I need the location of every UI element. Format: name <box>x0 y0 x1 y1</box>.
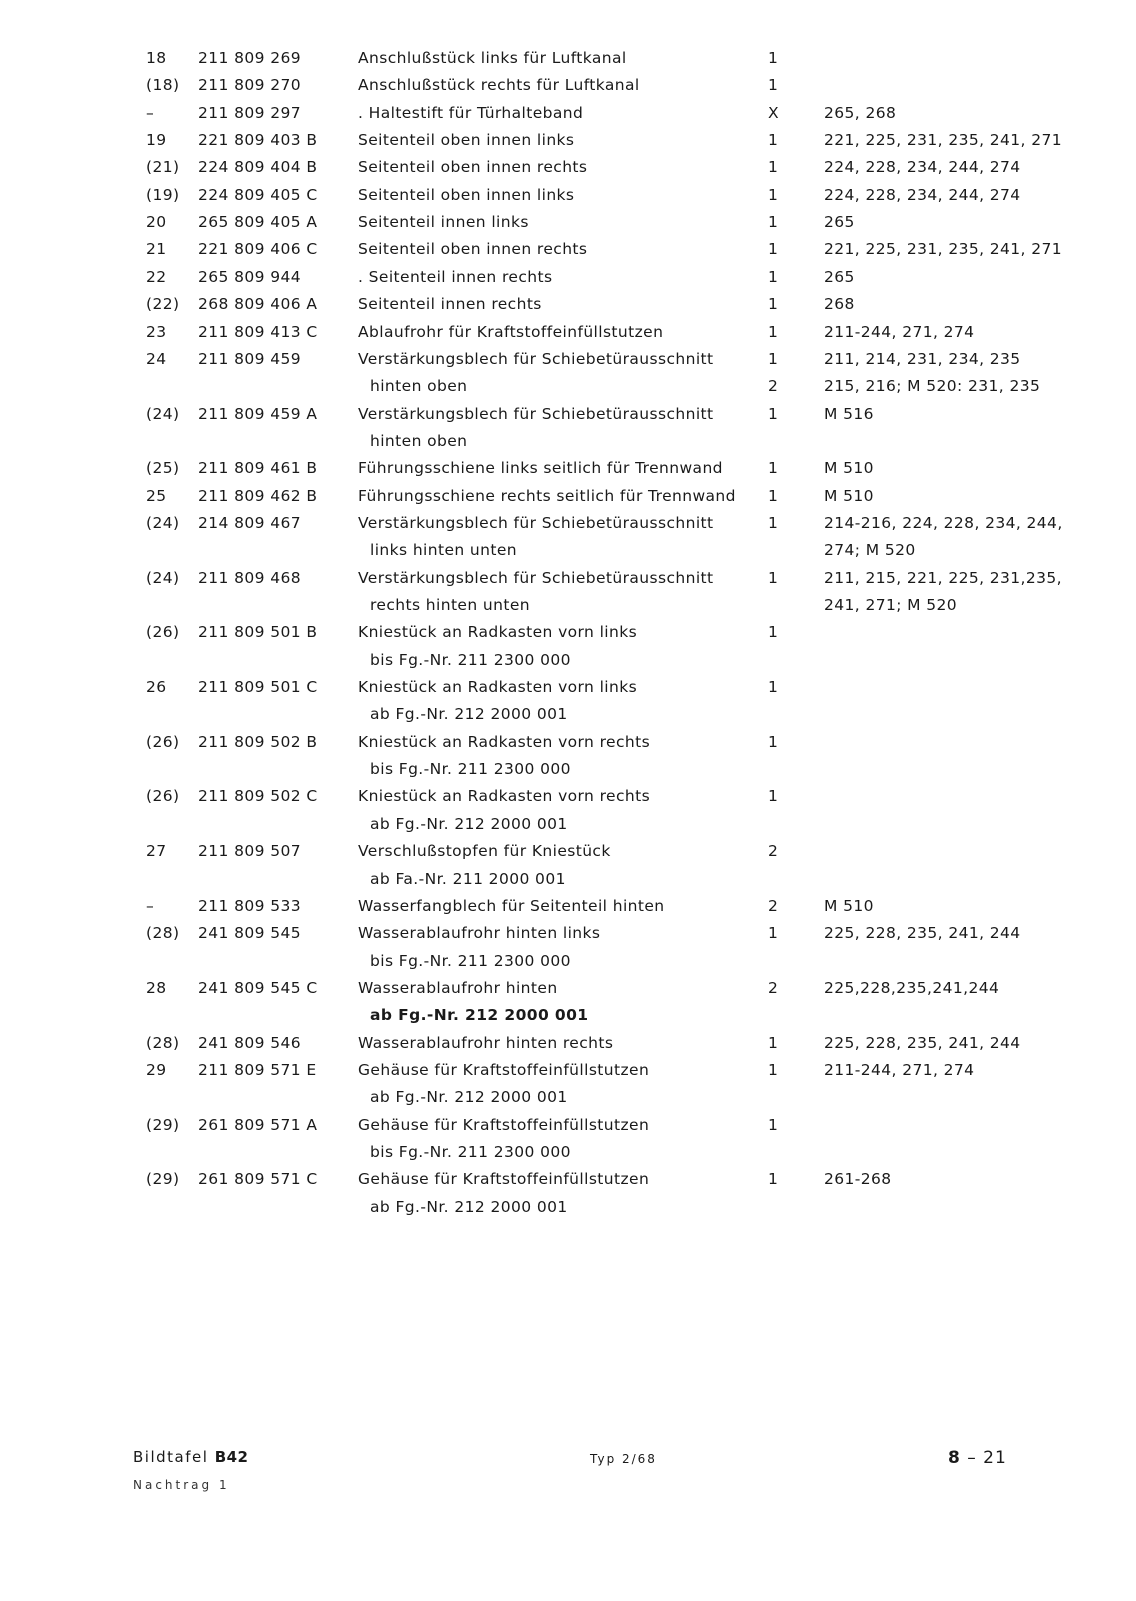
description: Seitenteil oben innen rechts <box>358 158 588 177</box>
quantity: 1 <box>768 267 779 286</box>
plate-label-text: Bildtafel <box>133 1448 209 1466</box>
part-number: 211 809 533 <box>198 896 302 915</box>
part-number: 261 809 571 C <box>198 1170 318 1189</box>
description: Anschlußstück links für Luftkanal <box>358 49 627 67</box>
position-number: 18 <box>146 49 167 67</box>
applicability: 225, 228, 235, 241, 244 <box>824 1033 1021 1052</box>
position-number: (26) <box>146 623 180 642</box>
part-number: 211 809 571 E <box>198 1060 317 1079</box>
quantity: 1 <box>768 1170 779 1189</box>
table-row <box>0 72 1136 99</box>
page-number <box>948 1448 1007 1468</box>
description: Anschlußstück rechts für Luftkanal <box>358 76 640 95</box>
description: Gehäuse für Kraftstoffeinfüllstutzen <box>358 1115 650 1134</box>
table-row <box>0 483 1136 510</box>
table-row-continuation <box>0 428 1136 455</box>
position-number: (26) <box>146 787 180 806</box>
table-row <box>0 674 1136 701</box>
description: . Haltestift für Türhalteband <box>358 103 584 122</box>
description: rechts hinten unten <box>370 596 530 614</box>
position-number: (24) <box>146 513 180 532</box>
part-number: 221 809 406 C <box>198 240 318 259</box>
part-number: 224 809 404 B <box>198 158 318 177</box>
table-row-continuation <box>0 647 1136 674</box>
description: links hinten unten <box>370 541 518 560</box>
type-date: Typ 2/68 <box>590 1452 657 1466</box>
part-number: 211 809 269 <box>198 49 302 67</box>
position-number: (25) <box>146 459 180 478</box>
applicability: 221, 225, 231, 235, 241, 271 <box>824 131 1062 150</box>
table-row <box>0 127 1136 154</box>
part-number: 211 809 270 <box>198 76 302 95</box>
description: hinten oben <box>370 377 468 396</box>
description: Kniestück an Radkasten vorn links <box>358 623 638 642</box>
table-row <box>0 510 1136 537</box>
part-number: 265 809 405 A <box>198 213 318 232</box>
description: ab Fg.-Nr. 212 2000 001 <box>370 1006 589 1025</box>
position-number: (18) <box>146 76 180 95</box>
description: Kniestück an Radkasten vorn rechts <box>358 732 651 751</box>
part-number: 211 809 461 B <box>198 459 318 478</box>
description: Seitenteil oben innen links <box>358 185 575 204</box>
description: Kniestück an Radkasten vorn links <box>358 678 638 697</box>
table-row <box>0 1057 1136 1084</box>
part-number: 265 809 944 <box>198 267 302 286</box>
quantity: 1 <box>768 1060 779 1079</box>
applicability: M 510 <box>824 459 874 478</box>
table-row <box>0 1166 1136 1193</box>
position-number: (24) <box>146 404 180 423</box>
applicability: M 516 <box>824 404 874 423</box>
table-row <box>0 264 1136 291</box>
applicability: 224, 228, 234, 244, 274 <box>824 185 1021 204</box>
description: Führungsschiene rechts seitlich für Trennwand <box>358 486 736 505</box>
description: Verstärkungsblech für Schiebetürausschnitt <box>358 568 714 587</box>
applicability: 211-244, 271, 274 <box>824 1060 975 1079</box>
quantity: 1 <box>768 349 779 368</box>
description: Verstärkungsblech für Schiebetürausschnitt <box>358 513 714 532</box>
table-row <box>0 45 1136 72</box>
position-number: (26) <box>146 732 180 751</box>
applicability: 215, 216; M 520: 231, 235 <box>824 377 1041 396</box>
description: Verstärkungsblech für Schiebetürausschnitt <box>358 404 714 423</box>
part-number: 241 809 545 <box>198 924 302 943</box>
description: Seitenteil oben innen rechts <box>358 240 588 259</box>
position-number: (24) <box>146 568 180 587</box>
table-row <box>0 209 1136 236</box>
table-row <box>0 975 1136 1002</box>
quantity: 1 <box>768 76 779 95</box>
part-number: 211 809 468 <box>198 568 302 587</box>
page-num: 21 <box>983 1448 1007 1468</box>
part-number: 211 809 501 B <box>198 623 318 642</box>
quantity: 1 <box>768 486 779 505</box>
supplement-note: Nachtrag 1 <box>133 1478 230 1492</box>
table-row <box>0 182 1136 209</box>
description: bis Fg.-Nr. 211 2300 000 <box>370 760 571 779</box>
quantity: 1 <box>768 213 779 232</box>
applicability: M 510 <box>824 486 874 505</box>
applicability: 211, 214, 231, 234, 235 <box>824 349 1021 368</box>
applicability: 211-244, 271, 274 <box>824 322 975 341</box>
position-number: 23 <box>146 322 167 341</box>
description: Seitenteil innen links <box>358 213 529 232</box>
table-row <box>0 565 1136 592</box>
position-number: 21 <box>146 240 167 259</box>
description: Gehäuse für Kraftstoffeinfüllstutzen <box>358 1170 650 1189</box>
position-number: 19 <box>146 131 167 150</box>
position-number: (29) <box>146 1170 180 1189</box>
table-row <box>0 783 1136 810</box>
quantity: 1 <box>768 131 779 150</box>
quantity: 1 <box>768 459 779 478</box>
part-number: 241 809 545 C <box>198 978 318 997</box>
position-number: 26 <box>146 678 167 697</box>
quantity: 1 <box>768 49 779 67</box>
description: Wasserablaufrohr hinten <box>358 978 558 997</box>
table-row <box>0 236 1136 263</box>
description: Führungsschiene links seitlich für Trennwand <box>358 459 723 478</box>
applicability: 225,228,235,241,244 <box>824 978 1000 997</box>
table-row-continuation <box>0 537 1136 564</box>
description: . Seitenteil innen rechts <box>358 267 553 286</box>
table-row-continuation <box>0 1194 1136 1221</box>
description: Wasserablaufrohr hinten links <box>358 924 601 943</box>
table-row-continuation <box>0 756 1136 783</box>
part-number: 211 809 462 B <box>198 486 318 505</box>
table-row <box>0 1112 1136 1139</box>
description: ab Fa.-Nr. 211 2000 001 <box>370 869 566 888</box>
position-number: (28) <box>146 1033 180 1052</box>
quantity: 1 <box>768 787 779 806</box>
applicability: 225, 228, 235, 241, 244 <box>824 924 1021 943</box>
plate-label <box>133 1448 249 1466</box>
position-number: (22) <box>146 295 180 314</box>
position-number: 24 <box>146 349 167 368</box>
quantity: 1 <box>768 568 779 587</box>
part-number: 211 809 502 B <box>198 732 318 751</box>
quantity: 1 <box>768 732 779 751</box>
quantity: 1 <box>768 678 779 697</box>
quantity: 1 <box>768 623 779 642</box>
description: ab Fg.-Nr. 212 2000 001 <box>370 814 568 833</box>
quantity: 1 <box>768 513 779 532</box>
part-number: 211 809 459 A <box>198 404 318 423</box>
description: bis Fg.-Nr. 211 2300 000 <box>370 650 571 669</box>
part-number: 221 809 403 B <box>198 131 318 150</box>
position-number: 27 <box>146 842 167 861</box>
quantity: 2 <box>768 842 779 861</box>
applicability: 214-216, 224, 228, 234, 244, <box>824 513 1063 532</box>
description: Wasserfangblech für Seitenteil hinten <box>358 896 665 915</box>
quantity: 1 <box>768 404 779 423</box>
table-row <box>0 893 1136 920</box>
applicability: 221, 225, 231, 235, 241, 271 <box>824 240 1062 259</box>
table-row <box>0 401 1136 428</box>
quantity: 1 <box>768 185 779 204</box>
description: Verschlußstopfen für Kniestück <box>358 842 611 861</box>
applicability: M 510 <box>824 896 874 915</box>
table-row-continuation <box>0 592 1136 619</box>
applicability: 265 <box>824 213 855 232</box>
applicability: 241, 271; M 520 <box>824 596 958 614</box>
description: Verstärkungsblech für Schiebetürausschnitt <box>358 349 714 368</box>
table-row <box>0 100 1136 127</box>
table-row <box>0 920 1136 947</box>
table-row <box>0 838 1136 865</box>
position-number: (21) <box>146 158 180 177</box>
table-row-continuation <box>0 1002 1136 1029</box>
applicability: 268 <box>824 295 855 314</box>
position-number: 28 <box>146 978 167 997</box>
table-row-continuation <box>0 948 1136 975</box>
quantity: 1 <box>768 158 779 177</box>
part-number: 211 809 507 <box>198 842 302 861</box>
table-row-continuation <box>0 1084 1136 1111</box>
table-row <box>0 154 1136 181</box>
table-row-continuation <box>0 1139 1136 1166</box>
part-number: 211 809 459 <box>198 349 302 368</box>
applicability: 265, 268 <box>824 103 897 122</box>
position-number: 29 <box>146 1060 167 1079</box>
description: Seitenteil oben innen links <box>358 131 575 150</box>
position-number: 25 <box>146 486 167 505</box>
table-row <box>0 619 1136 646</box>
applicability: 274; M 520 <box>824 541 916 560</box>
part-number: 268 809 406 A <box>198 295 318 314</box>
position-number: 20 <box>146 213 167 232</box>
part-number: 224 809 405 C <box>198 185 318 204</box>
table-row-continuation <box>0 811 1136 838</box>
applicability: 265 <box>824 267 855 286</box>
position-number: (29) <box>146 1115 180 1134</box>
applicability: 224, 228, 234, 244, 274 <box>824 158 1021 177</box>
description: Ablaufrohr für Kraftstoffeinfüllstutzen <box>358 322 664 341</box>
plate-code: B42 <box>214 1448 249 1466</box>
quantity: 1 <box>768 1115 779 1134</box>
table-row-continuation <box>0 373 1136 400</box>
description: Wasserablaufrohr hinten rechts <box>358 1033 614 1052</box>
table-row <box>0 346 1136 373</box>
description: ab Fg.-Nr. 212 2000 001 <box>370 1088 568 1107</box>
description: Gehäuse für Kraftstoffeinfüllstutzen <box>358 1060 650 1079</box>
quantity: 1 <box>768 240 779 259</box>
description: Kniestück an Radkasten vorn rechts <box>358 787 651 806</box>
quantity: 1 <box>768 924 779 943</box>
table-row <box>0 729 1136 756</box>
quantity: 2 <box>768 377 779 396</box>
part-number: 214 809 467 <box>198 513 302 532</box>
table-row <box>0 455 1136 482</box>
description: Seitenteil innen rechts <box>358 295 542 314</box>
table-row <box>0 319 1136 346</box>
position-number: 22 <box>146 267 167 286</box>
part-number: 261 809 571 A <box>198 1115 318 1134</box>
position-number: – <box>146 103 155 122</box>
description: hinten oben <box>370 431 468 450</box>
description: bis Fg.-Nr. 211 2300 000 <box>370 951 571 970</box>
quantity: 1 <box>768 295 779 314</box>
quantity: 1 <box>768 322 779 341</box>
part-number: 241 809 546 <box>198 1033 302 1052</box>
quantity: 1 <box>768 1033 779 1052</box>
page-separator: – <box>960 1448 984 1468</box>
page-chapter: 8 <box>948 1448 961 1468</box>
table-row-continuation <box>0 866 1136 893</box>
position-number: (28) <box>146 924 180 943</box>
part-number: 211 809 501 C <box>198 678 318 697</box>
table-row-continuation <box>0 701 1136 728</box>
table-row <box>0 291 1136 318</box>
table-row <box>0 1030 1136 1057</box>
quantity: 2 <box>768 978 779 997</box>
description: ab Fg.-Nr. 212 2000 001 <box>370 705 568 724</box>
applicability: 261-268 <box>824 1170 892 1189</box>
description: bis Fg.-Nr. 211 2300 000 <box>370 1143 571 1161</box>
position-number: (19) <box>146 185 180 204</box>
part-number: 211 809 297 <box>198 103 302 122</box>
part-number: 211 809 502 C <box>198 787 318 806</box>
description: ab Fg.-Nr. 212 2000 001 <box>370 1197 568 1216</box>
position-number: – <box>146 896 155 915</box>
quantity: X <box>768 103 780 122</box>
applicability: 211, 215, 221, 225, 231,235, <box>824 568 1062 587</box>
part-number: 211 809 413 C <box>198 322 318 341</box>
quantity: 2 <box>768 896 779 915</box>
